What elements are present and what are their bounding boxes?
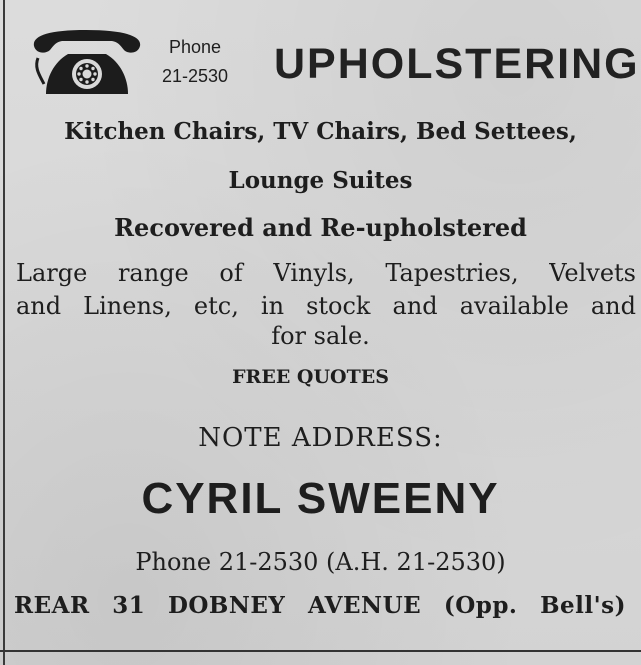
phone-label: Phone bbox=[168, 37, 222, 57]
items-line-2: Lounge Suites bbox=[228, 167, 413, 194]
bottom-border-rule bbox=[0, 650, 641, 652]
street-address: REAR 31 DOBNEY AVENUE (Opp. Bell's) bbox=[14, 592, 626, 619]
contact-phone: Phone 21-2530 (A.H. 21-2530) bbox=[135, 548, 506, 576]
telephone-icon bbox=[28, 28, 146, 98]
free-quotes: FREE QUOTES bbox=[232, 366, 389, 388]
items-line-1: Kitchen Chairs, TV Chairs, Bed Settees, bbox=[64, 118, 577, 145]
business-name: CYRIL SWEENY bbox=[141, 474, 500, 523]
range-line-2: and Linens, etc, in stock and available and bbox=[16, 292, 636, 320]
service-line: Recovered and Re-upholstered bbox=[114, 213, 527, 242]
headline: UPHOLSTERING bbox=[274, 40, 640, 88]
range-line-1: Large range of Vinyls, Tapestries, Velvets bbox=[16, 259, 636, 287]
phone-number: 21-2530 bbox=[161, 66, 229, 86]
note-address: NOTE ADDRESS: bbox=[198, 423, 443, 453]
range-line-3: for sale. bbox=[271, 322, 370, 350]
